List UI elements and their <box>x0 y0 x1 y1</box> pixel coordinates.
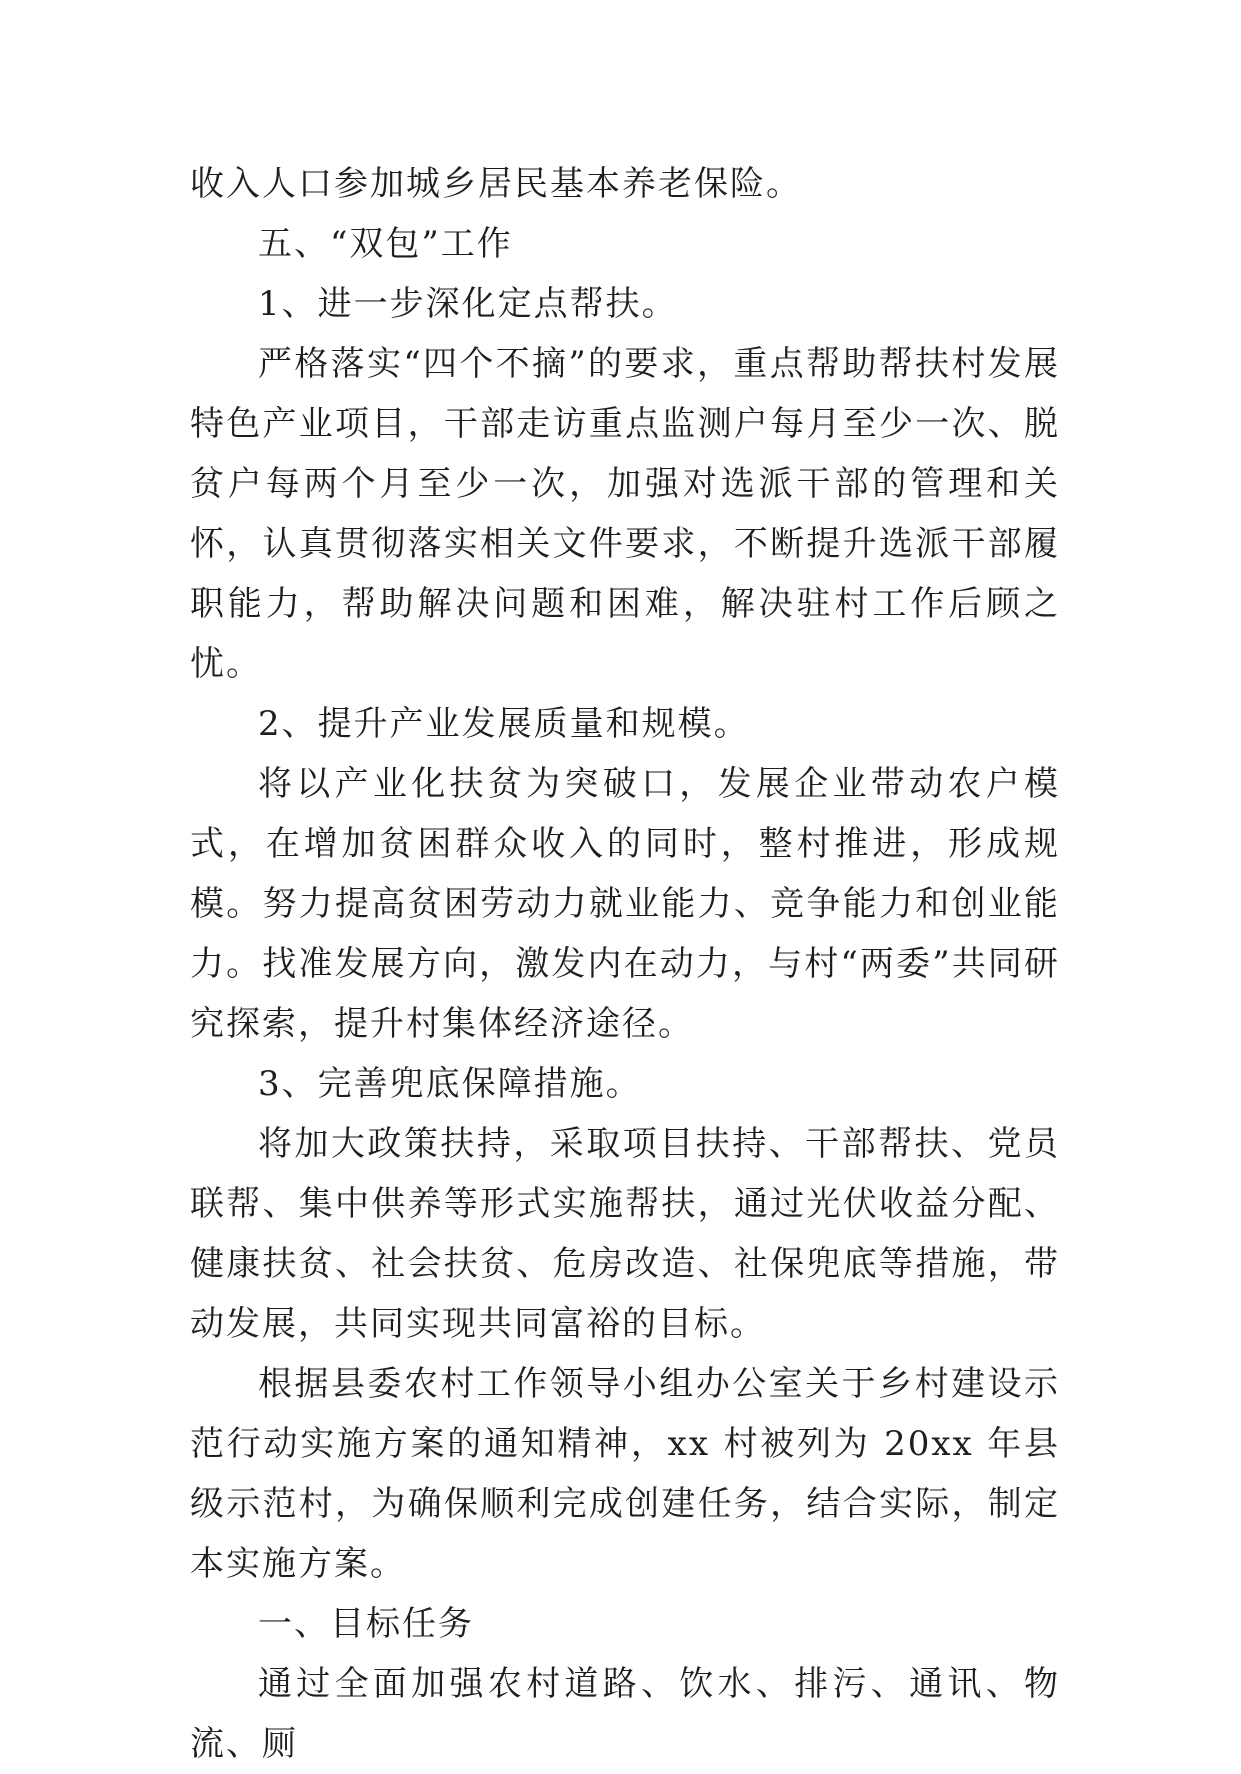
section-heading-goals: 一、目标任务 <box>258 1604 474 1644</box>
section-heading-double-package: 五、“双包”工作 <box>258 224 513 264</box>
document-body <box>190 154 1060 1774</box>
subheading-targeted-assistance: 1、进一步深化定点帮扶。 <box>258 284 678 324</box>
subheading-industry-development: 2、提升产业发展质量和规模。 <box>258 704 750 744</box>
paragraph-safety-net: 将加大政策扶持，采取项目扶持、干部帮扶、党员联帮、集中供养等形式实施帮扶，通过光伏收益分配、健康扶贫、社会扶贫、危房改造、社保兜底等措施，带动发展，共同实现共同富裕的目标。 <box>190 1124 1060 1344</box>
paragraph-continuation: 收入人口参加城乡居民基本养老保险。 <box>190 164 802 204</box>
paragraph-industry-development: 将以产业化扶贫为突破口，发展企业带动农户模式，在增加贫困群众收入的同时，整村推进，形成规模。努力提高贫困劳动力就业能力、竞争能力和创业能力。找准发展方向，激发内在动力，与村“两委”共同研究探索，提升村集体经济途径。 <box>190 764 1060 1044</box>
paragraph-targeted-assistance: 严格落实“四个不摘”的要求，重点帮助帮扶村发展特色产业项目，干部走访重点监测户每月至少一次、脱贫户每两个月至少一次，加强对选派干部的管理和关怀，认真贯彻落实相关文件要求，不断提升选派干部履职能力，帮助解决问题和困难，解决驻村工作后顾之忧。 <box>190 344 1060 684</box>
paragraph-demonstration-plan: 根据县委农村工作领导小组办公室关于乡村建设示范行动实施方案的通知精神，xx 村被列为 20xx 年县级示范村，为确保顺利完成创建任务，结合实际，制定本实施方案。 <box>190 1364 1060 1584</box>
subheading-safety-net: 3、完善兜底保障措施。 <box>258 1064 642 1104</box>
paragraph-goals: 通过全面加强农村道路、饮水、排污、通讯、物流、厕 <box>190 1664 1060 1764</box>
